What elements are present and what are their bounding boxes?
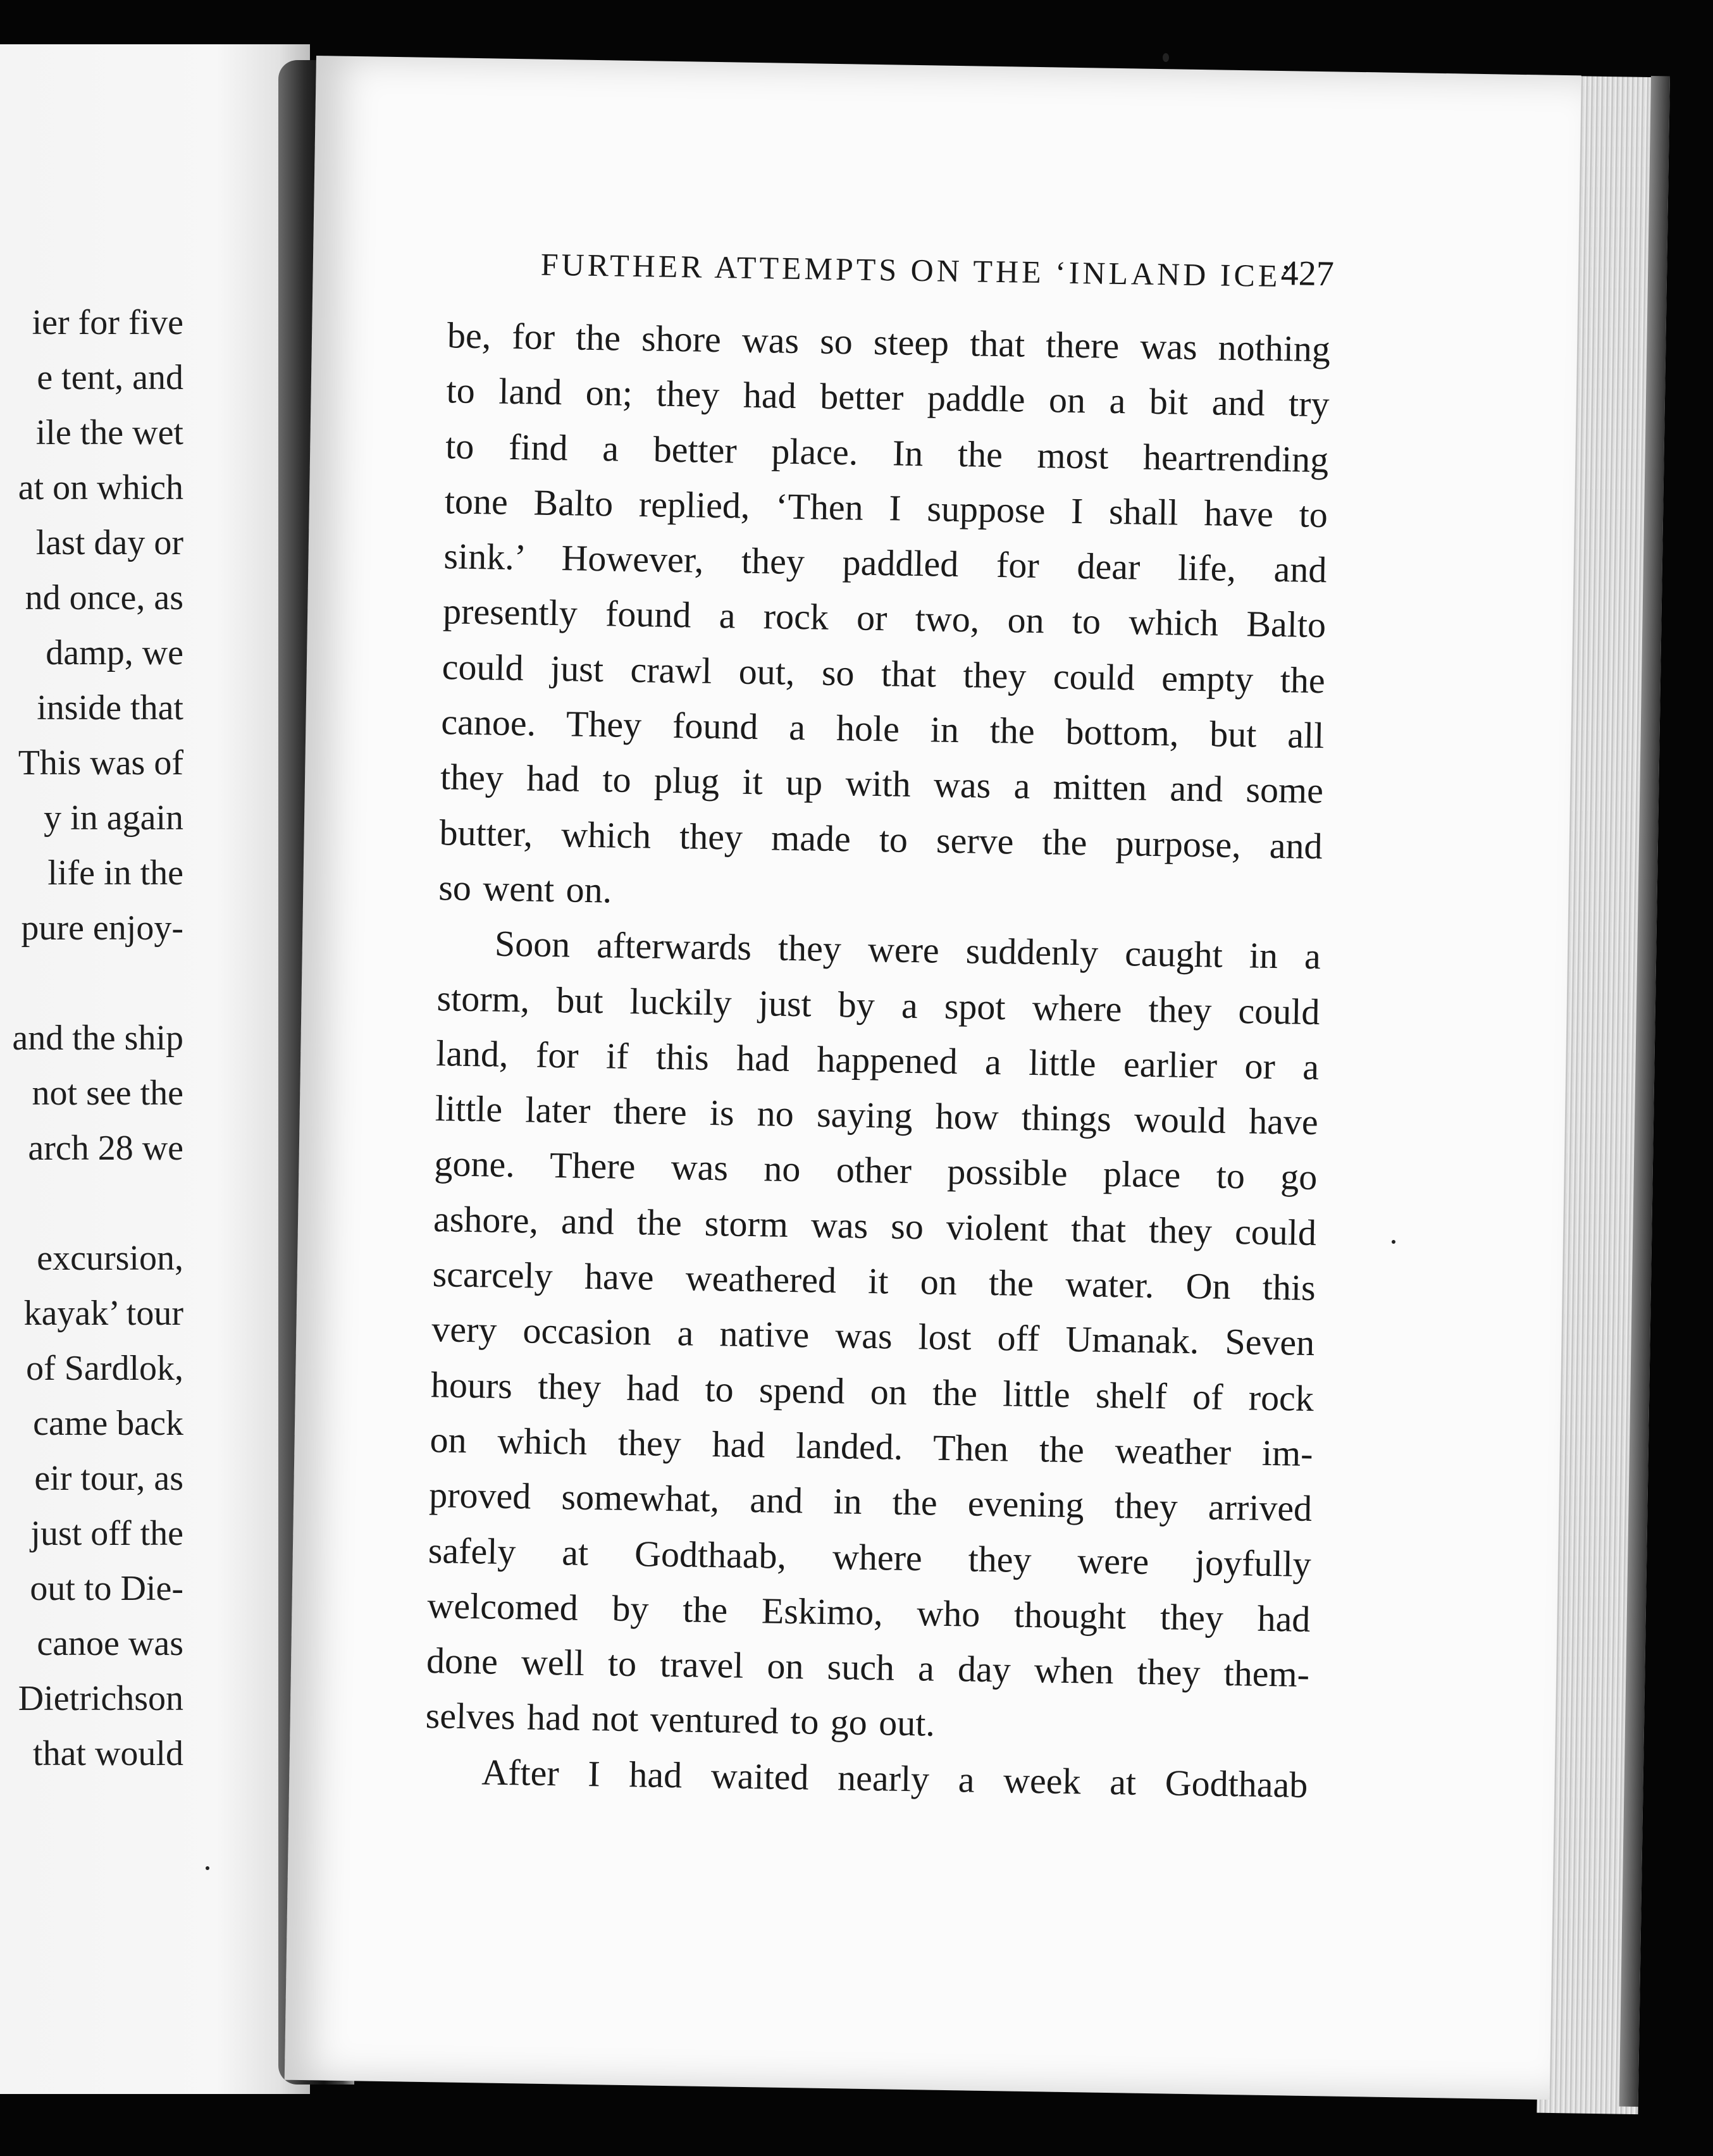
- left-line: eir tour, as: [34, 1459, 183, 1498]
- text-line: storm, but luckily just by a spot where they could: [436, 977, 1320, 1032]
- left-line: nd once, as: [25, 578, 183, 617]
- left-line: pure enjoy-: [21, 908, 183, 948]
- text-line: canoe. They found a hole in the bottom, but all: [440, 701, 1325, 757]
- right-page: [285, 56, 1581, 2100]
- left-line: not see the: [32, 1074, 183, 1113]
- text-line: they had to plug it up with was a mitten and some: [440, 756, 1324, 812]
- text-line: land, for if this had happened a little earlier or a: [435, 1032, 1320, 1087]
- text-line: so went on.: [438, 867, 612, 911]
- text-line: After I had waited nearly a week at Godthaab: [481, 1751, 1308, 1806]
- text-line: very occasion a native was lost off Umanak. Seven: [431, 1308, 1315, 1364]
- left-line: damp, we: [46, 633, 183, 672]
- text-line: to find a better place. In the most heartrending: [445, 424, 1329, 480]
- dust-speck: [206, 1866, 209, 1870]
- left-line: life in the: [47, 853, 183, 893]
- left-line: that would: [33, 1734, 183, 1773]
- dust-speck: [1392, 1240, 1395, 1244]
- left-line: came back: [33, 1404, 183, 1443]
- page-number: 427: [1280, 253, 1335, 294]
- left-line: y in again: [44, 798, 183, 838]
- left-line: last day or: [35, 523, 183, 562]
- text-line: could just crawl out, so that they could empty the: [442, 646, 1326, 701]
- left-line: ile the wet: [35, 413, 183, 452]
- text-line: butter, which they made to serve the purpose, and: [439, 811, 1323, 867]
- text-line: on which they had landed. Then the weather im-: [430, 1419, 1314, 1474]
- left-line: at on which: [18, 468, 183, 507]
- left-page: [0, 44, 310, 2094]
- left-line: kayak’ tour: [23, 1294, 183, 1333]
- text-line: to land on; they had better paddle on a bit and try: [446, 369, 1330, 425]
- text-line: safely at Godthaab, where they were joyfully: [428, 1529, 1312, 1585]
- dust-speck: [1163, 53, 1169, 62]
- left-line: e tent, and: [37, 358, 183, 397]
- body-text: [424, 307, 1331, 1812]
- text-line: welcomed by the Eskimo, who thought they had: [427, 1584, 1311, 1640]
- text-line: done well to travel on such a day when they them-: [426, 1640, 1310, 1695]
- left-line: out to Die-: [30, 1569, 183, 1608]
- left-line: just off the: [30, 1514, 183, 1553]
- left-line: excursion,: [37, 1239, 183, 1278]
- text-line: ashore, and the storm was so violent that they could: [433, 1198, 1317, 1253]
- text-line: selves had not ventured to go out.: [425, 1695, 936, 1745]
- text-line: scarcely have weathered it on the water. On this: [432, 1253, 1316, 1309]
- left-line: Dietrichson: [18, 1679, 183, 1718]
- text-line: Soon afterwards they were suddenly caught in a: [494, 922, 1321, 977]
- left-line: and the ship: [12, 1019, 183, 1058]
- text-line: sink.’ However, they paddled for dear life, and: [443, 535, 1327, 591]
- left-line: This was of: [18, 743, 183, 783]
- text-line: be, for the shore was so steep that there was nothing: [447, 314, 1331, 370]
- text-line: presently found a rock or two, on to which Balto: [442, 590, 1326, 646]
- left-line: of Sardlok,: [26, 1349, 183, 1388]
- left-line: arch 28 we: [28, 1129, 183, 1168]
- left-line: canoe was: [37, 1624, 183, 1663]
- text-line: little later there is no saying how things would have: [435, 1087, 1319, 1143]
- text-line: tone Balto replied, ‘Then I suppose I shall have to: [444, 480, 1328, 536]
- left-line: ier for five: [32, 303, 183, 342]
- text-line: gone. There was no other possible place to go: [434, 1143, 1318, 1198]
- left-line: inside that: [37, 688, 183, 728]
- text-line: hours they had to spend on the little shelf of rock: [430, 1363, 1314, 1419]
- text-line: proved somewhat, and in the evening they arrived: [428, 1474, 1313, 1530]
- running-head: FURTHER ATTEMPTS ON THE ‘INLAND ICE’: [540, 246, 1295, 294]
